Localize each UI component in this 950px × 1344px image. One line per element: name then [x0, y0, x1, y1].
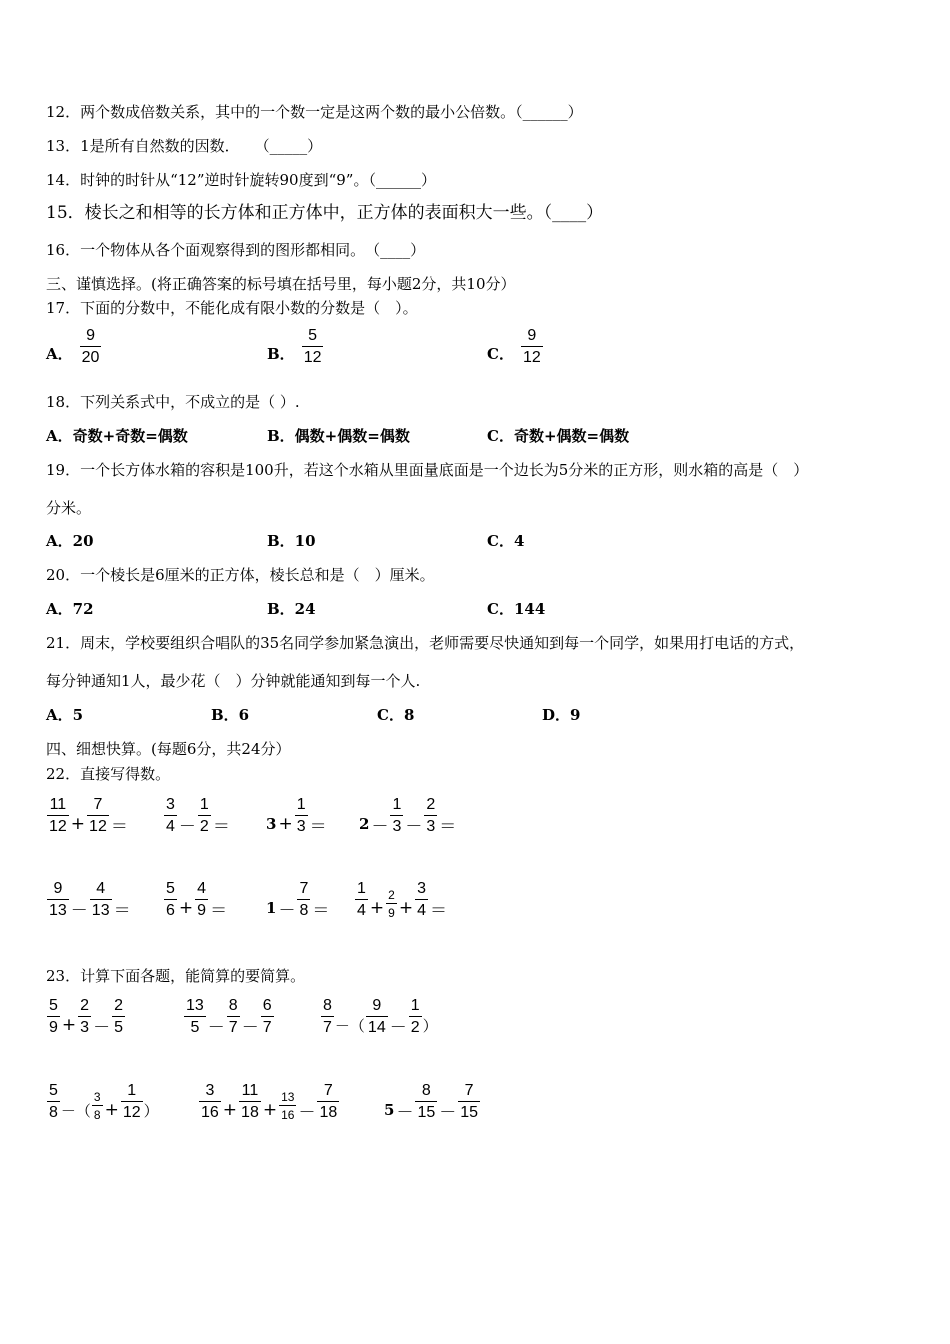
q17-option-c[interactable]	[487, 328, 544, 366]
q19-option-b[interactable]: B．10	[267, 532, 316, 550]
fraction: $\frac{9}{20}$	[81, 327, 100, 366]
section-3-heading: 三、谨慎选择。(将正确答案的标号填在括号里，每小题2分，共10分）	[46, 275, 516, 293]
question-20: 20．一个棱长是6厘米的正方体，棱长总和是（ ）厘米。	[46, 566, 435, 584]
q23-expression: $\frac{5}{9}$ + $\frac{2}{3}$ － $\frac{2}{5}$	[49, 997, 123, 1038]
q23-expression: $\frac{3}{16}$ + $\frac{11}{18}$ + $\frac{13}{16}$ － $\frac{7}{18}$	[201, 1082, 338, 1123]
q23-expression: $\frac{8}{7}$ －（ $\frac{9}{14}$ － $\frac{1}{2}$ ）	[323, 997, 438, 1038]
q22-expression: 1 － $\frac{7}{8}$ ＝	[266, 880, 330, 921]
q23-expression: $\frac{13}{5}$ － $\frac{8}{7}$ － $\frac{6}{7}$	[186, 997, 272, 1038]
q22-expression: 3 + $\frac{1}{3}$ ＝	[266, 796, 327, 837]
fraction: $\frac{9}{12}$	[522, 327, 541, 366]
question-12: 12．两个数成倍数关系，其中的一个数一定是这两个数的最小公倍数。（______）	[46, 103, 583, 121]
q23-expression: $\frac{5}{8}$ －（ $\frac{3}{8}$ + $\frac{1}{12}$ ）	[49, 1082, 159, 1122]
q19-option-c[interactable]: C．4	[487, 532, 525, 550]
q17-option-b[interactable]	[267, 328, 324, 366]
q20-option-c[interactable]: C．144	[487, 600, 546, 618]
option-label: B．	[267, 344, 295, 363]
section-4-heading: 四、细想快算。(每题6分，共24分）	[46, 740, 291, 758]
q21-option-b[interactable]: B．6	[211, 706, 250, 724]
fraction: $\frac{5}{12}$	[303, 327, 322, 366]
option-label: A．	[46, 344, 73, 363]
q22-expression: 2 － $\frac{1}{3}$ － $\frac{2}{3}$ ＝	[359, 796, 457, 837]
question-19-line-1: 19．一个长方体水箱的容积是100升，若这个水箱从里面量底面是一个边长为5分米的正方形，则水箱的高是（ ）	[46, 461, 809, 479]
question-17: 17．下面的分数中，不能化成有限小数的分数是（ ）。	[46, 299, 418, 317]
question-21-line-1: 21．周末，学校要组织合唱队的35名同学参加紧急演出，老师需要尽快通知到每一个同学，如果用打电话的方式，	[46, 634, 805, 652]
q20-option-b[interactable]: B．24	[267, 600, 316, 618]
q17-option-a[interactable]	[46, 328, 102, 366]
question-21-line-2: 每分钟通知1人，最少花（ ）分钟就能通知到每一个人.	[46, 672, 421, 690]
option-label: C．	[487, 344, 514, 363]
q18-option-c[interactable]: C．奇数+偶数=偶数	[487, 427, 630, 445]
q22-expression: $\frac{5}{6}$ + $\frac{4}{9}$ ＝	[166, 880, 228, 921]
q22-expression: $\frac{1}{4}$ + $\frac{2}{9}$ + $\frac{3}{4}$ ＝	[357, 880, 447, 921]
q19-option-a[interactable]: A．20	[46, 532, 94, 550]
question-22: 22．直接写得数。	[46, 765, 171, 783]
question-15: 15．棱长之和相等的长方体和正方体中，正方体的表面积大一些。（____）	[46, 203, 604, 223]
q20-option-a[interactable]: A．72	[46, 600, 94, 618]
q21-option-a[interactable]: A．5	[46, 706, 84, 724]
q23-expression: 5 － $\frac{8}{15}$ － $\frac{7}{15}$	[384, 1082, 479, 1123]
q22-expression: $\frac{11}{12}$ + $\frac{7}{12}$ ＝	[49, 796, 128, 837]
q18-option-a[interactable]: A．奇数+奇数=偶数	[46, 427, 188, 445]
question-18: 18．下列关系式中，不成立的是（ ）.	[46, 393, 300, 411]
q22-expression: $\frac{9}{13}$ － $\frac{4}{13}$ ＝	[49, 880, 131, 921]
question-13: 13．1是所有自然数的因数． （_____）	[46, 137, 323, 155]
question-19-line-2: 分米。	[46, 499, 92, 517]
q21-option-c[interactable]: C．8	[377, 706, 415, 724]
question-23: 23．计算下面各题，能简算的要简算。	[46, 967, 306, 985]
question-16: 16．一个物体从各个面观察得到的图形都相同。 （____）	[46, 241, 426, 259]
q18-option-b[interactable]: B．偶数+偶数=偶数	[267, 427, 410, 445]
question-14: 14．时钟的时针从“12”逆时针旋转90度到“9”。（______）	[46, 171, 436, 189]
q22-expression: $\frac{3}{4}$ － $\frac{1}{2}$ ＝	[166, 796, 230, 837]
q21-option-d[interactable]: D．9	[542, 706, 581, 724]
